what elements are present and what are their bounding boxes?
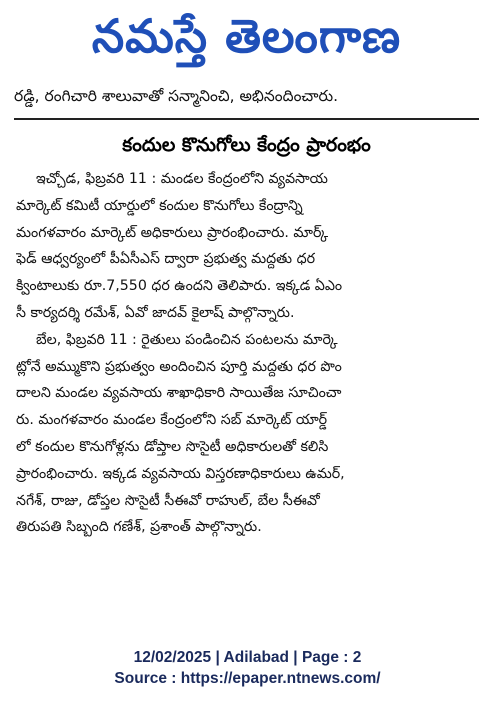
previous-article-tail: రడ్డి, రంగిచారి శాలువాతో సన్మానించి, అభినందించారు. xyxy=(14,87,338,105)
paragraph-line: ట్లోనే అమ్ముకొని ప్రభుత్వం అందించిన పూర్తి మద్దతు ధర పొం xyxy=(16,358,342,375)
paragraph-line: ఇచ్చోడ, ఫిబ్రవరి 11 : మండల కేంద్రంలోని వ్యవసాయ xyxy=(36,171,328,187)
paragraph-line: సీ కార్యదర్శి రమేశ్, ఏవో జాదవ్ కైలాష్ పాల్గొన్నారు. xyxy=(16,304,295,321)
paragraph-line: మార్కెట్ కమిటీ యార్డులో కందుల కొనుగోలు కేంద్రాన్ని xyxy=(16,197,303,214)
paragraph-line: మంగళవారం మార్కెట్ అధికారులు ప్రారంభించారు. మార్క్ xyxy=(16,224,329,241)
paragraph-line: తిరుపతి సిబ్బంది గణేశ్, ప్రశాంత్ పాల్గొన్నారు. xyxy=(16,519,262,536)
paragraph-line: బేల, ఫిబ్రవరి 11 : రైతులు పండించిన పంటలను మార్కె xyxy=(36,331,338,348)
paragraph-line: క్వింటాలుకు రూ.7,550 ధర ఉందని తెలిపారు. ఇక్కడ ఏఎం xyxy=(16,278,343,295)
article-headline: కందుల కొనుగోలు కేంద్రం ప్రారంభం xyxy=(122,134,371,156)
paragraph-line: ప్రారంభించారు. ఇక్కడ వ్యవసాయ విస్తరణాధికారులు ఉమర్, xyxy=(16,465,345,482)
paragraph-line: దాలని మండల వ్యవసాయ శాఖాధికారి సాయితేజ సూచించా xyxy=(16,385,342,402)
newspaper-clipping xyxy=(8,4,485,604)
paragraph-line: నగేశ్, రాజు, డోప్తల సొసైటీ సీఈవో రాహుల్, బేల సీఈవో xyxy=(16,492,320,509)
paragraph-line: రు. మంగళవారం మండల కేంద్రంలోని సబ్ మార్కెట్ యార్డ్ xyxy=(16,412,328,429)
edition-info: 12/02/2025 | Adilabad | Page : 2 xyxy=(133,649,362,666)
paragraph-line: లో కందుల కొనుగోళ్లను డోప్తాల సొసైటీ అధికారులతో కలిసి xyxy=(16,438,329,455)
paragraph-line: ఫెడ్ ఆధ్వర్యంలో పీఏసీఎస్ ద్వారా ప్రభుత్వ మద్దతు ధర xyxy=(16,251,316,268)
article-paragraph-1 xyxy=(8,166,485,327)
source-link: Source : https://epaper.ntnews.com/ xyxy=(114,670,381,687)
newspaper-masthead: నమస్తే తెలంగాణ xyxy=(91,9,402,63)
article-paragraph-2 xyxy=(8,327,485,541)
